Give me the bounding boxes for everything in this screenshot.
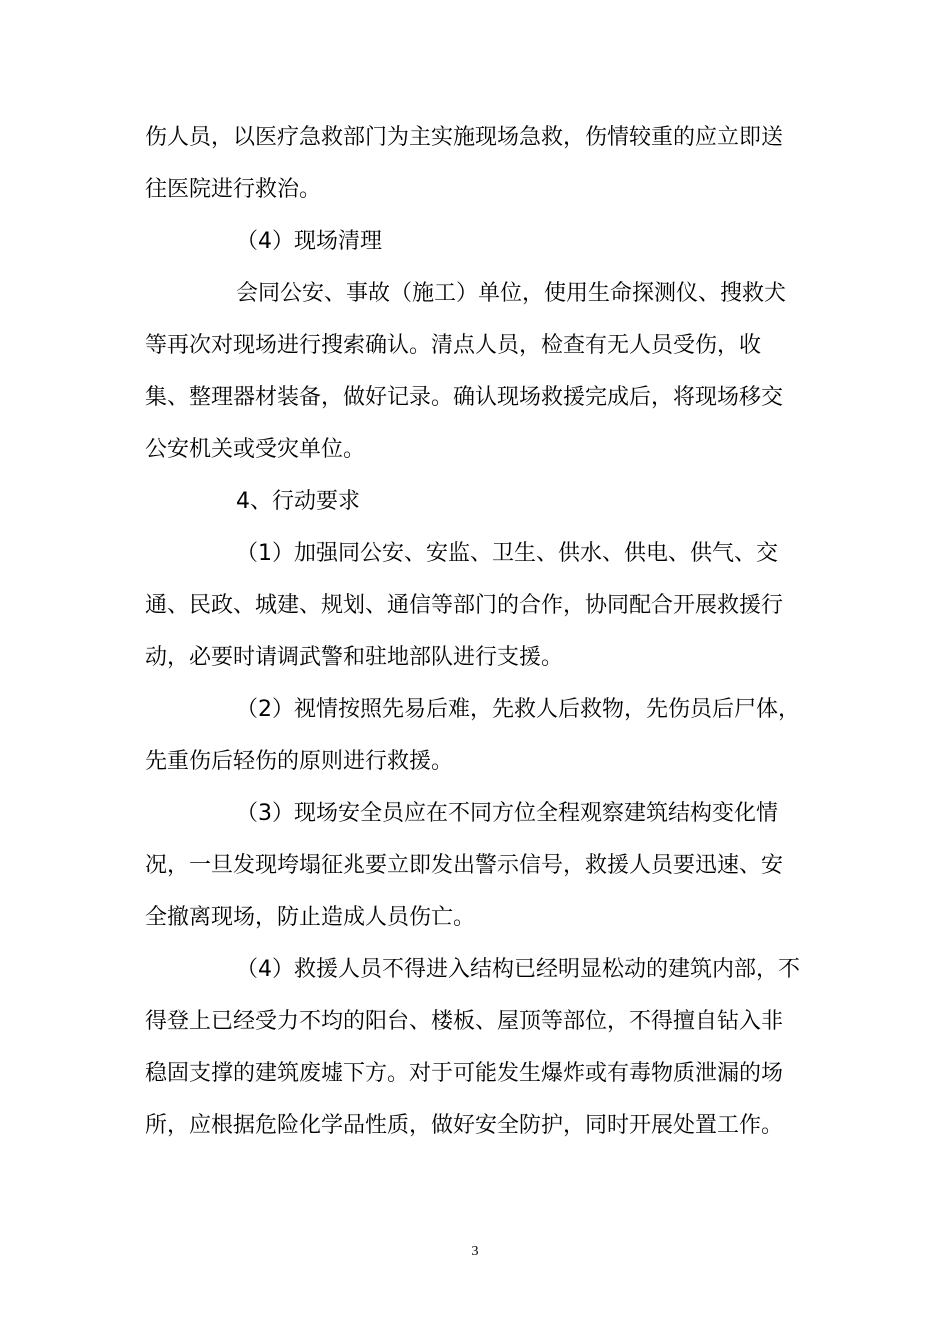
page-number: 3 <box>471 1244 479 1259</box>
text-line-14: （3）现场安全员应在不同方位全程观察建筑结构变化情 <box>236 801 778 826</box>
text-line-4: 会同公安、事故（施工）单位，使用生命探测仪、搜救犬 <box>236 281 787 306</box>
text-line-12: （2）视情按照先易后难，先救人后救物，先伤员后尸体， <box>236 697 800 722</box>
text-line-9: （1）加强同公安、安监、卫生、供水、供电、供气、交 <box>236 541 778 566</box>
text-line-19: 稳固支撑的建筑废墟下方。对于可能发生爆炸或有毒物质泄漏的场 <box>145 1061 784 1086</box>
text-line-10: 通、民政、城建、规划、通信等部门的合作，协同配合开展救援行 <box>145 593 784 618</box>
text-line-15: 况，一旦发现垮塌征兆要立即发出警示信号，救援人员要迅速、安 <box>145 853 784 878</box>
text-line-20: 所，应根据危险化学品性质，做好安全防护，同时开展处置工作。 <box>145 1113 784 1138</box>
section-heading-site-cleanup: （4）现场清理 <box>236 229 382 254</box>
section-heading-action-requirements: 4、行动要求 <box>236 489 360 514</box>
text-line-7: 公安机关或受灾单位。 <box>145 437 366 462</box>
text-line-17: （4）救援人员不得进入结构已经明显松动的建筑内部，不 <box>236 957 800 982</box>
text-line-16: 全撤离现场，防止造成人员伤亡。 <box>145 905 476 930</box>
text-line-5: 等再次对现场进行搜索确认。清点人员，检查有无人员受伤，收 <box>145 333 762 358</box>
text-line-6: 集、整理器材装备，做好记录。确认现场救援完成后，将现场移交 <box>145 385 784 410</box>
text-line-1: 伤人员，以医疗急救部门为主实施现场急救，伤情较重的应立即送 <box>145 125 784 150</box>
text-line-11: 动，必要时请调武警和驻地部队进行支援。 <box>145 645 564 670</box>
text-line-18: 得登上已经受力不均的阳台、楼板、屋顶等部位，不得擅自钻入非 <box>145 1009 784 1034</box>
text-line-2: 往医院进行救治。 <box>145 177 322 202</box>
text-line-13: 先重伤后轻伤的原则进行救援。 <box>145 749 454 774</box>
